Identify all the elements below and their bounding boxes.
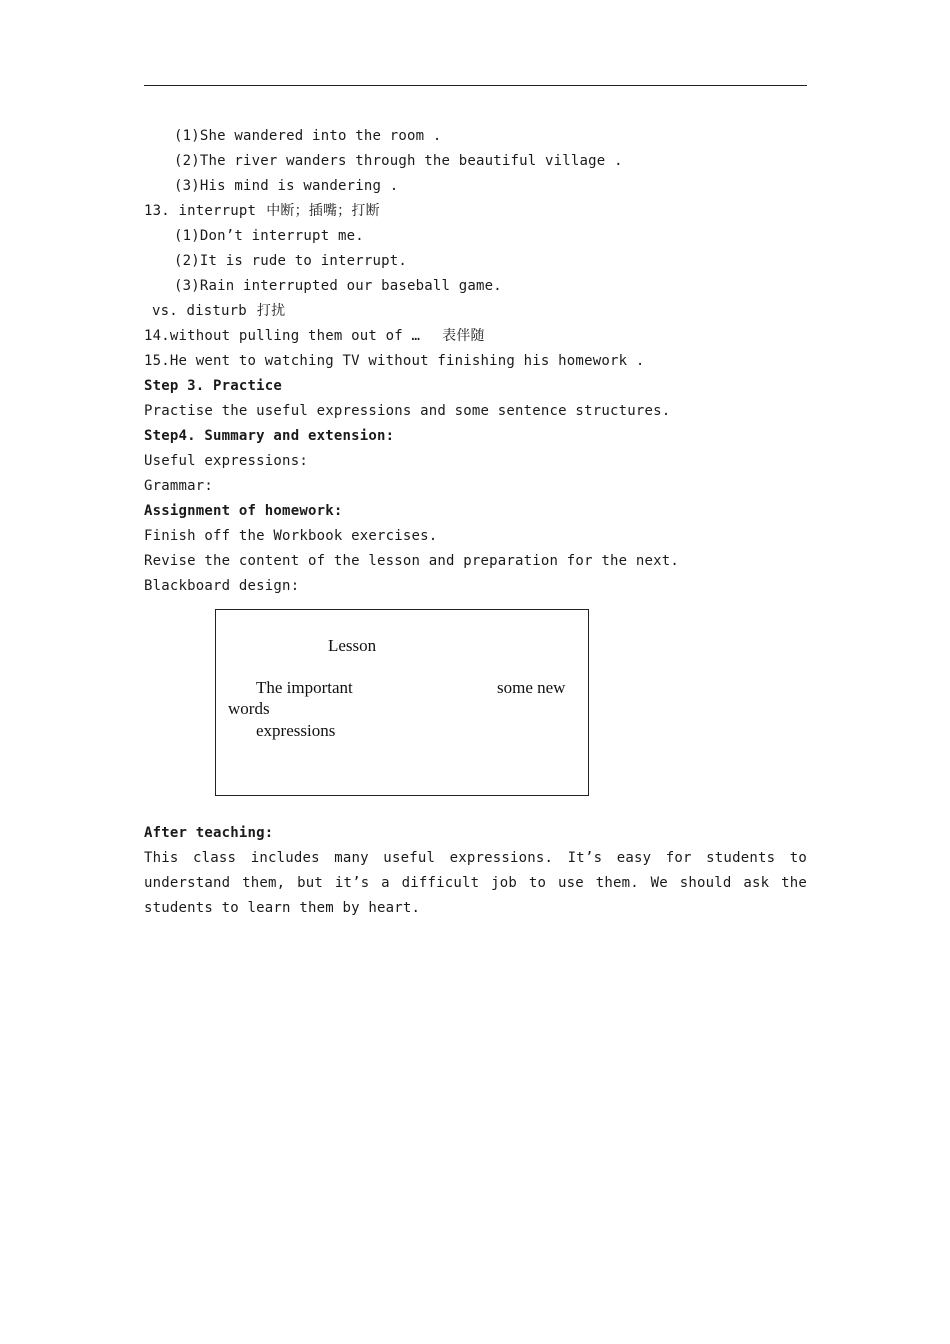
phrase-without-pulling-meaning: 表伴随 bbox=[442, 328, 485, 344]
example-interrupt-1: (1)Don’t interrupt me. bbox=[174, 228, 364, 244]
vocab-interrupt-word: 13. interrupt bbox=[144, 203, 257, 219]
lesson-content bbox=[144, 124, 807, 599]
example-wander-1: (1)She wandered into the room . bbox=[174, 128, 442, 144]
example-interrupt-2: (2)It is rude to interrupt. bbox=[174, 253, 407, 269]
assignment-heading: Assignment of homework: bbox=[144, 503, 343, 519]
homework-2: Revise the content of the lesson and preparation for the next. bbox=[144, 553, 679, 569]
vocab-disturb-word: vs. disturb bbox=[152, 303, 247, 319]
step4-heading: Step4. Summary and extension: bbox=[144, 428, 395, 444]
blackboard-design-label: Blackboard design: bbox=[144, 578, 300, 594]
after-teaching-heading: After teaching: bbox=[144, 825, 274, 841]
grammar-label: Grammar: bbox=[144, 478, 214, 494]
after-teaching-section bbox=[144, 821, 807, 921]
step3-heading: Step 3. Practice bbox=[144, 378, 283, 394]
board-expressions: expressions bbox=[256, 721, 336, 740]
board-some-new: some new bbox=[497, 678, 566, 697]
homework-1: Finish off the Workbook exercises. bbox=[144, 528, 438, 544]
blackboard-design-box bbox=[215, 609, 589, 796]
example-wander-2: (2)The river wanders through the beautiful village . bbox=[174, 153, 623, 169]
board-lesson: Lesson bbox=[328, 636, 377, 655]
phrase-without-pulling-text: 14.without pulling them out of … bbox=[144, 328, 421, 344]
vocab-interrupt bbox=[144, 199, 807, 224]
vocab-interrupt-meaning: 中断；插嘴；打断 bbox=[266, 203, 380, 219]
after-teaching-text: This class includes many useful expressions. It’s easy for students to understand them, but it’s a difficult job to use them. We should ask the students to learn them by heart. bbox=[144, 850, 807, 916]
example-interrupt-3: (3)Rain interrupted our baseball game. bbox=[174, 278, 502, 294]
phrase-without-pulling bbox=[144, 324, 807, 349]
example-without-finishing: 15.He went to watching TV without finishing his homework . bbox=[144, 353, 645, 369]
vocab-disturb-meaning: 打扰 bbox=[256, 303, 286, 319]
step3-text: Practise the useful expressions and some sentence structures. bbox=[144, 403, 671, 419]
useful-expressions-label: Useful expressions: bbox=[144, 453, 308, 469]
vocab-disturb bbox=[144, 299, 807, 324]
board-words: words bbox=[228, 699, 270, 718]
board-important: The important bbox=[256, 678, 353, 697]
example-wander-3: (3)His mind is wandering . bbox=[174, 178, 399, 194]
header-rule bbox=[144, 85, 807, 86]
